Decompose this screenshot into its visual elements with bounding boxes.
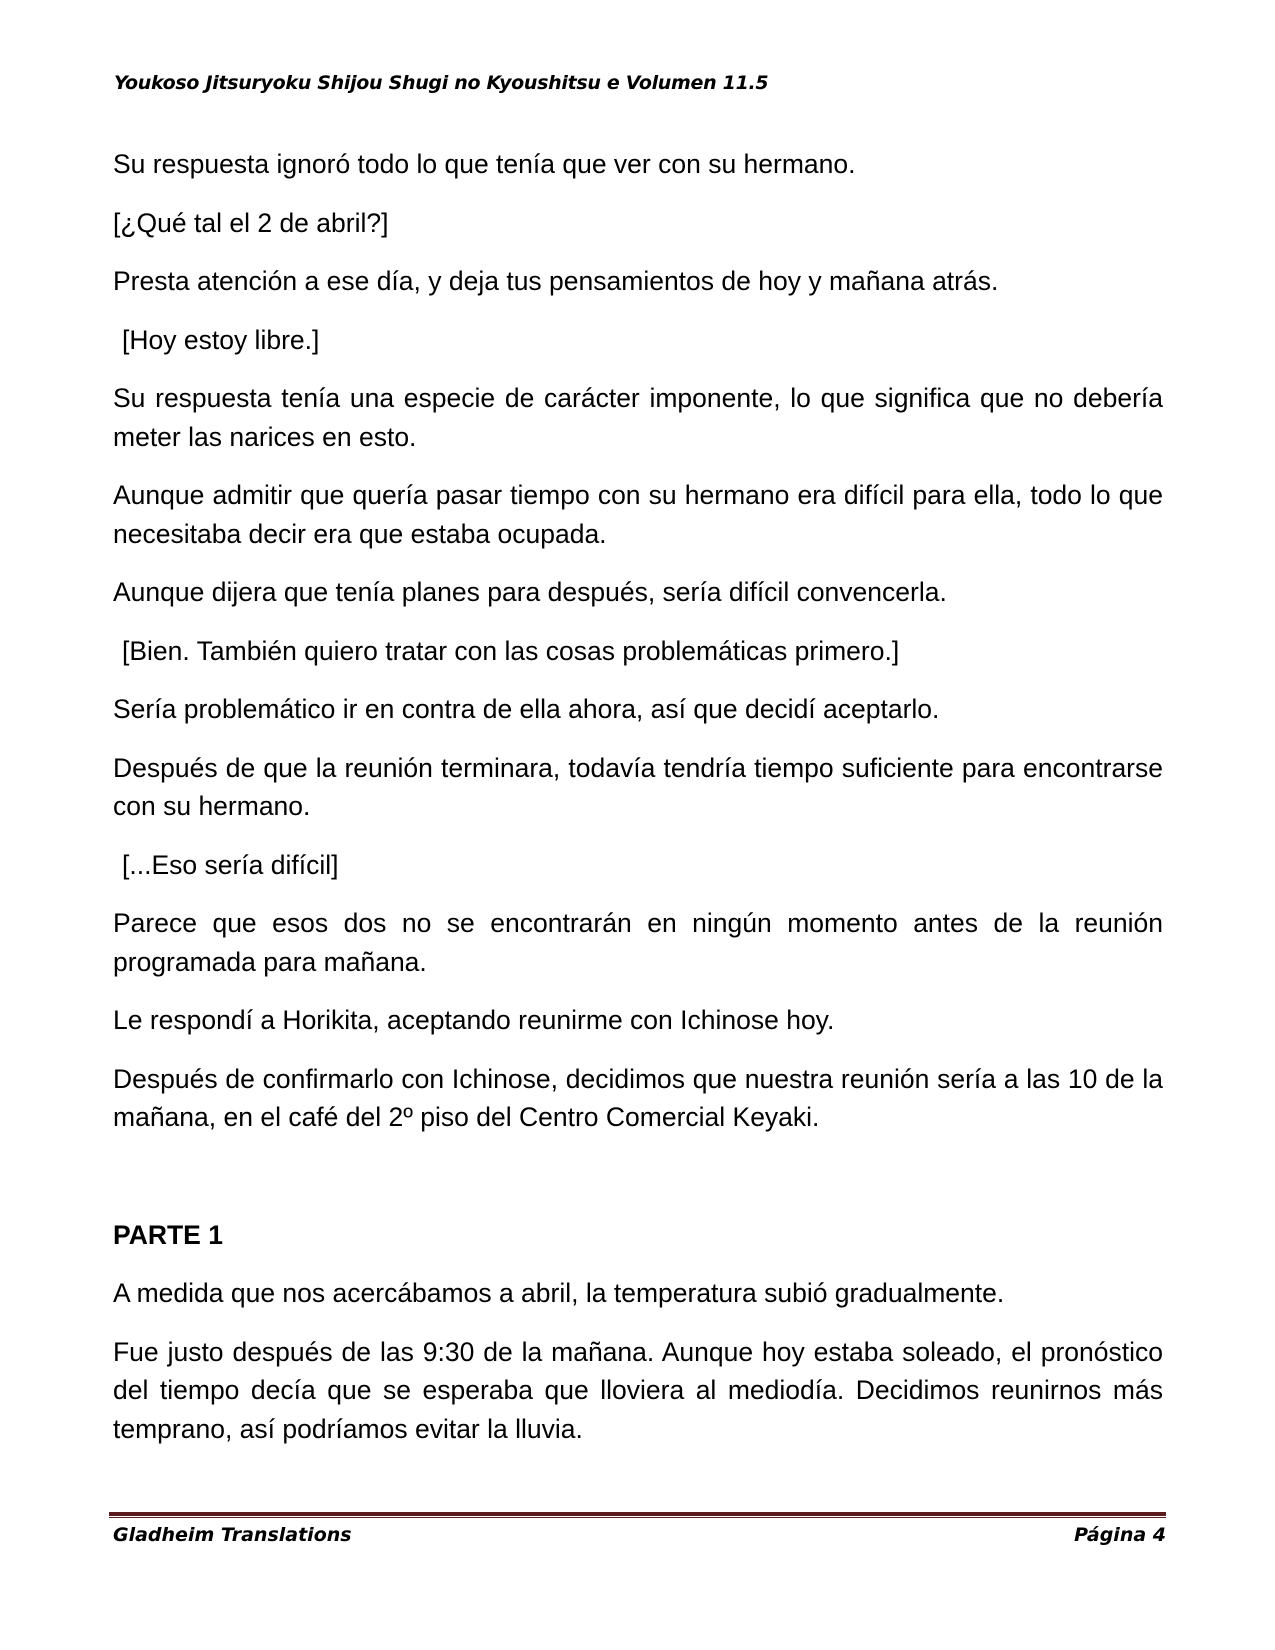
paragraph: [¿Qué tal el 2 de abril?] [113,207,389,238]
paragraph: Aunque admitir que quería pasar tiempo con su hermano era difícil para ella, todo lo que necesitaba decir era que estaba ocupada. [113,480,1163,549]
paragraph: Parece que esos dos no se encontrarán en ningún momento antes de la reunión programada para mañana. [113,908,1163,977]
paragraph: Su respuesta tenía una especie de carácter imponente, lo que significa que no debería meter las narices en esto. [113,383,1163,452]
paragraph: Le respondí a Horikita, aceptando reunirme con Ichinose hoy. [113,1005,835,1035]
page-number: Página 4 [1074,1524,1166,1546]
paragraph: Su respuesta ignoró todo lo que tenía que ver con su hermano. [113,149,856,179]
paragraph: Aunque dijera que tenía planes para después, sería difícil convencerla. [113,577,947,607]
paragraph: Después de que la reunión terminara, todavía tendría tiempo suficiente para encontrarse con su hermano. [113,752,1163,821]
running-header: Youkoso Jitsuryoku Shijou Shugi no Kyoushitsu e Volumen 11.5 [114,72,769,94]
paragraph: Presta atención a ese día, y deja tus pensamientos de hoy y mañana atrás. [113,266,999,296]
section-spacer [113,1157,1163,1216]
paragraph: Fue justo después de las 9:30 de la mañana. Aunque hoy estaba soleado, el pronóstico del tiempo decía que se esperaba que lloviera al mediodía. Decidimos reunirnos más temprano, así podríamos evitar la lluvia. [113,1336,1163,1444]
body-text [113,145,1163,1468]
paragraph: [Bien. También quiero tratar con las cosas problemáticas primero.] [122,635,900,666]
paragraph: Sería problemático ir en contra de ella ahora, así que decidí aceptarlo. [113,694,940,724]
footer-rule [109,1512,1166,1518]
paragraph: [Hoy estoy libre.] [122,324,320,355]
paragraph: [...Eso sería difícil] [122,849,339,880]
footer-credit: Gladheim Translations [113,1524,352,1546]
paragraph: A medida que nos acercábamos a abril, la temperatura subió gradualmente. [113,1278,1005,1308]
section-heading: PARTE 1 [113,1219,223,1250]
footer-rule-thin [109,1517,1166,1518]
paragraph: Después de confirmarlo con Ichinose, decidimos que nuestra reunión sería a las 10 de la mañana, en el café del 2º piso del Centro Comercial Keyaki. [113,1063,1163,1132]
